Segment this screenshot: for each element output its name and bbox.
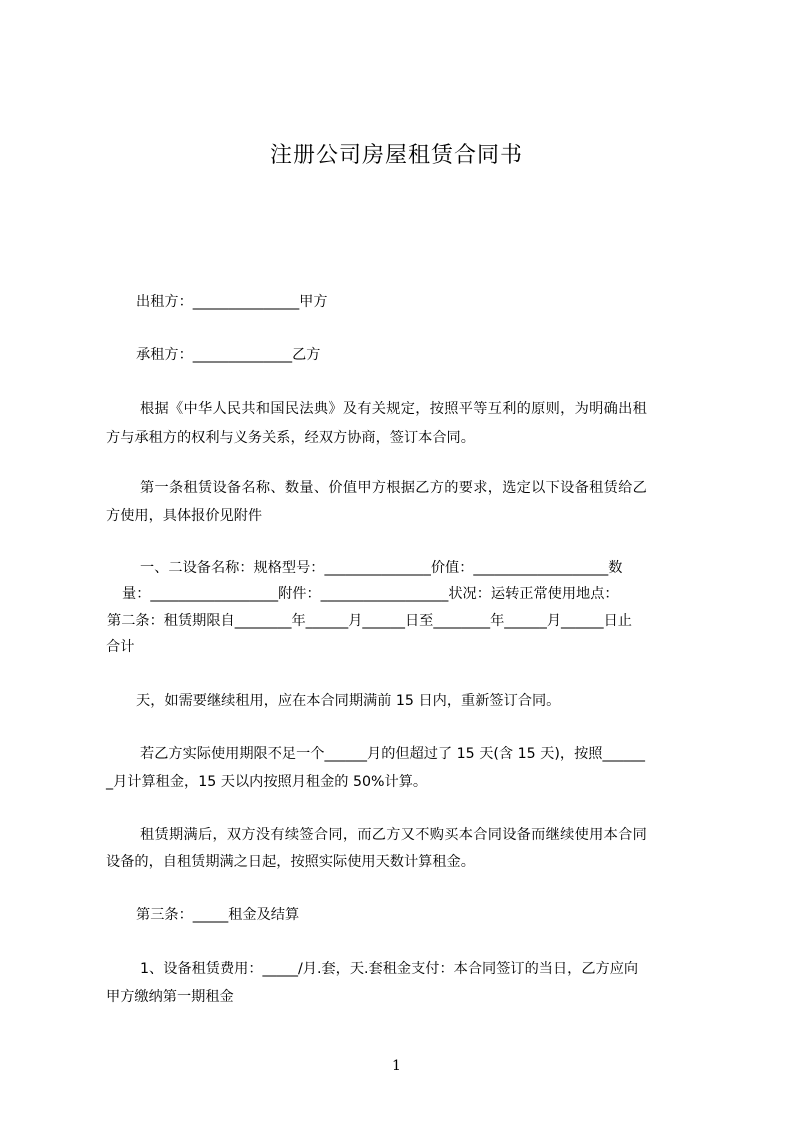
short-term-line-1: 若乙方实际使用期限不足一个______月的但超过了 15 天(含 15 天)，按照______ [140,746,646,762]
renewal-line: 天，如需要继续租用，应在本合同期满前 15 日内，重新签订合同。 [136,693,561,709]
total-line: 合计 [106,639,135,655]
expiry-line-1: 租赁期满后，双方没有续签合同，而乙方又不购买本合同设备而继续使用本合同 [140,827,648,843]
page-number: 1 [392,1058,401,1074]
equipment-line-2: 量：__________________附件：__________________状况：运转正常使用地点： [122,586,619,602]
article-2-line: 第二条：租赁期限自________年______月______日至________年______月______日止 [107,613,632,629]
preamble-line-2: 方与承租方的权利与义务关系，经双方协商，签订本合同。 [106,430,475,446]
article-3-line: 第三条：_____租金及结算 [136,907,300,923]
short-term-line-2: _月计算租金，15 天以内按照月租金的 50%计算。 [106,774,428,790]
preamble-line-1: 根据《中华人民共和国民法典》及有关规定，按照平等互利的原则，为明确出租 [140,401,648,417]
rental-fee-line-2: 甲方缴纳第一期租金 [106,989,234,1005]
equipment-line-1: 一、二设备名称：规格型号：_______________价值：___________________数 [140,560,623,576]
article-1-line-2: 方使用，具体报价见附件 [106,508,263,524]
article-1-line-1: 第一条租赁设备名称、数量、价值甲方根据乙方的要求，选定以下设备租赁给乙 [140,480,648,496]
expiry-line-2: 设备的，自租赁期满之日起，按照实际使用天数计算租金。 [106,854,475,870]
lessee-line: 承租方：______________乙方 [136,347,321,363]
lessor-line: 出租方：_______________甲方 [136,294,328,310]
document-title: 注册公司房屋租赁合同书 [269,143,523,168]
rental-fee-line-1: 1、设备租赁费用：_____/月.套，天.套租金支付：本合同签订的当日，乙方应向 [140,961,639,977]
